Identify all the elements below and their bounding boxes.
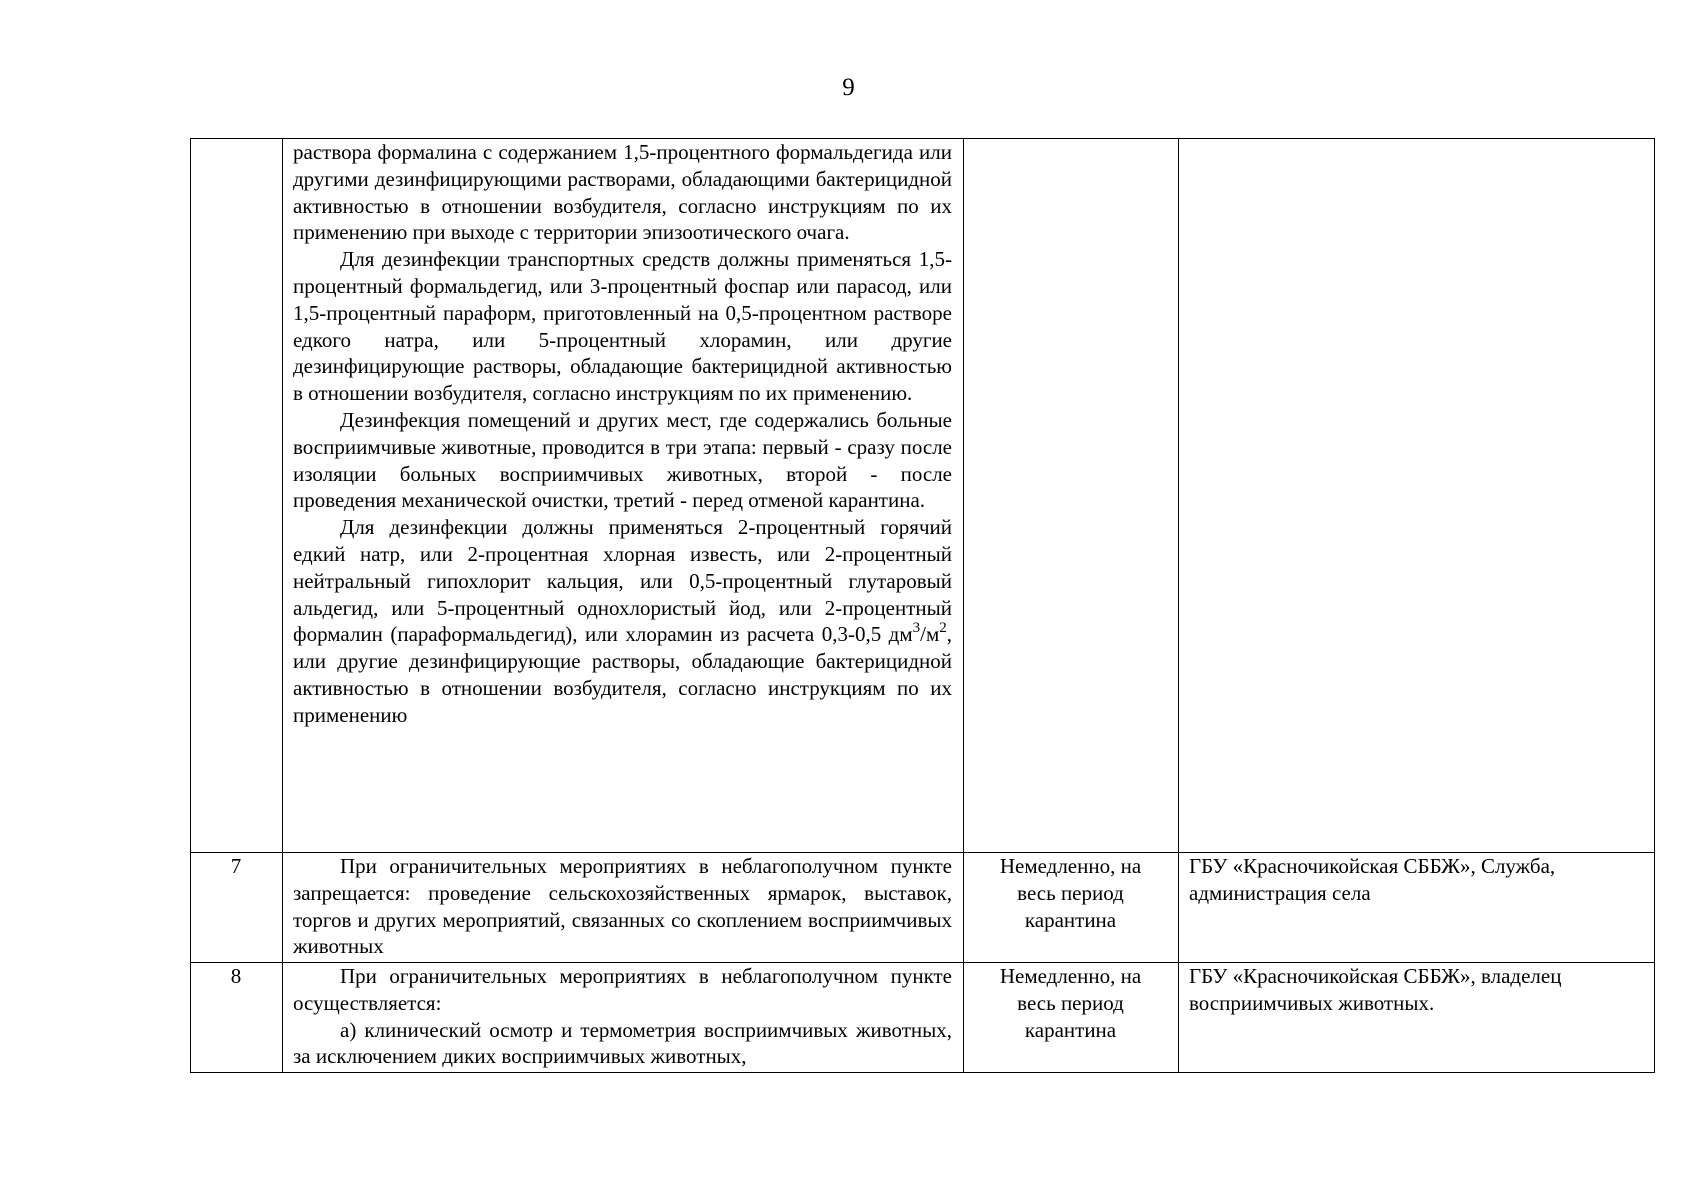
measure-description-cell [283, 963, 964, 1073]
measure-paragraph: Для дезинфекции транспортных средств должны применяться 1,5-процентный формальдегид, или 3-процентный фоспар или парасод, или 1,5-процентный параформ, приготовленный на 0,5-процентном растворе едкого натра, или 5-процентный хлорамин, или другие дезинфицирующие растворы, обладающие бактерицидной активностью в отношении возбудителя, согласно инструкциям по их применению. [293, 247, 952, 406]
formula-superscript-3: 3 [912, 620, 921, 637]
formula-text-before: Для дезинфекции должны применяться 2-процентный горячий едкий натр, или 2-процентная хлорная известь, или 2-процентный нейтральный гипохлорит кальция, или 0,5-процентный глутаровый альдегид, или 5-процентный однохлористый йод, или 2-процентный формалин (параформальдегид), или хлорамин из расчета 0,3-0,5 дм [293, 515, 952, 647]
row-number-cell: 7 [191, 853, 283, 963]
page-number: 9 [842, 74, 855, 101]
table-row [191, 963, 1655, 1073]
responsible-cell [1179, 853, 1655, 963]
term-cell [964, 853, 1179, 963]
formula-unit-m: /м [920, 622, 940, 647]
measure-description-cell [283, 853, 964, 963]
term-line: Немедленно, на [999, 854, 1142, 878]
table-row [191, 139, 1655, 853]
formula-superscript-2: 2 [939, 620, 947, 637]
term-cell [964, 963, 1179, 1073]
measure-paragraph: При ограничительных мероприятиях в неблагополучном пункте запрещается: проведение сельскохозяйственных ярмарок, выставок, торгов и других мероприятий, связанных со скоплением восприимчивых животных [293, 854, 952, 959]
term-line: карантина [1024, 1017, 1117, 1042]
responsible-line: ГБУ «Красночикойская СББЖ», владелец [1189, 964, 1562, 988]
term-cell [964, 139, 1179, 853]
table-row [191, 853, 1655, 963]
term-line: Немедленно, на [999, 964, 1142, 988]
term-line: весь период [1017, 880, 1124, 905]
measure-paragraph: раствора формалина с содержанием 1,5-процентного формальдегида или другими дезинфицирующими растворами, обладающими бактерицидной активностью в отношении возбудителя, согласно инструкциям по их применению при выходе с территории эпизоотического очага. [293, 140, 952, 245]
responsible-cell [1179, 963, 1655, 1073]
responsible-line: администрация села [1189, 880, 1371, 905]
row-number-cell: 8 [191, 963, 283, 1073]
term-line: весь период [1017, 990, 1124, 1015]
measure-paragraph-formula [293, 514, 952, 728]
formula-text-after: , или другие дезинфицирующие растворы, обладающие бактерицидной активностью в отношении возбудителя, согласно инструкциям по их применению [293, 622, 952, 727]
responsible-line: ГБУ «Красночикойская СББЖ», Служба, [1189, 854, 1556, 878]
responsible-line: восприимчивых животных. [1189, 990, 1435, 1015]
measures-table [190, 138, 1655, 1073]
row-number-cell [191, 139, 283, 853]
term-line: карантина [1024, 907, 1117, 932]
responsible-cell [1179, 139, 1655, 853]
measure-description-cell [283, 139, 964, 853]
measure-paragraph: Дезинфекция помещений и других мест, где содержались больные восприимчивые животные, проводится в три этапа: первый - сразу после изоляции больных восприимчивых животных, второй - после проведения механической очистки, третий - перед отменой карантина. [293, 407, 952, 513]
measure-paragraph: При ограничительных мероприятиях в неблагополучном пункте осуществляется: [293, 964, 952, 1015]
measure-paragraph: а) клинический осмотр и термометрия восприимчивых животных, за исключением диких восприимчивых животных, [293, 1017, 952, 1069]
